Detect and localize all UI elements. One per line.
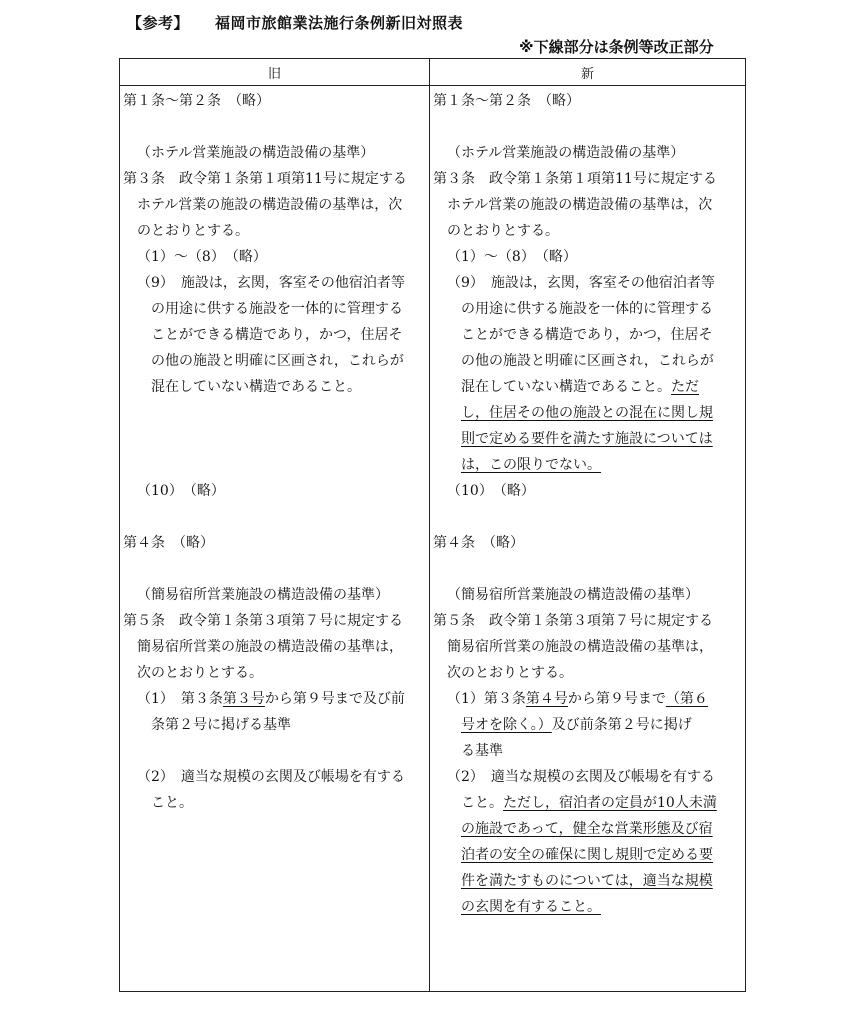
- text-segment: 簡易宿所営業の施設の構造設備の基準は，: [137, 639, 403, 655]
- text-segment: の他の施設と明確に区画され，これらが: [151, 353, 404, 369]
- text-segment: 簡易宿所営業の施設の構造設備の基準は，: [447, 639, 713, 655]
- old-text-line: [123, 478, 426, 504]
- old-text-line: [123, 270, 426, 296]
- amended-text: は，この限りでない。: [461, 457, 601, 473]
- new-text-line: [433, 426, 741, 452]
- new-text-line: [433, 764, 741, 790]
- old-text-line: [123, 296, 426, 322]
- old-text-line: [123, 582, 426, 608]
- new-text-line: [433, 608, 741, 634]
- old-text-line: [123, 608, 426, 634]
- text-segment: （2） 適当な規模の玄関及び帳場を有する: [137, 769, 405, 785]
- new-text-line: [433, 270, 741, 296]
- new-text-line: [433, 686, 741, 712]
- blank-line: [433, 556, 741, 582]
- amended-text: ただ: [671, 379, 699, 395]
- new-text-line: [433, 244, 741, 270]
- text-segment: こと。: [461, 795, 503, 811]
- text-segment: 及び前条第２号に掲げ: [551, 717, 692, 733]
- new-text-line: [433, 218, 741, 244]
- new-text-line: [433, 842, 741, 868]
- blank-line: [433, 504, 741, 530]
- old-text-line: [123, 764, 426, 790]
- text-segment: のとおりとする。: [137, 223, 249, 239]
- text-segment: の他の施設と明確に区画され，これらが: [461, 353, 714, 369]
- amended-text: 件を満たすものについては，適当な規模: [461, 873, 713, 889]
- blank-line: [123, 452, 426, 478]
- new-text-line: [433, 894, 741, 920]
- header-divider: [120, 85, 745, 86]
- text-segment: （ホテル営業施設の構造設備の基準）: [137, 145, 375, 161]
- blank-line: [123, 400, 426, 426]
- text-segment: （10） （略）: [137, 483, 225, 499]
- reference-label: 【参考】: [127, 14, 190, 32]
- amended-text: （第６: [665, 691, 708, 707]
- text-segment: （ホテル営業施設の構造設備の基準）: [447, 145, 685, 161]
- column-divider: [429, 59, 430, 991]
- text-segment: 条第２号に掲げる基準: [151, 717, 291, 733]
- new-text-line: [433, 816, 741, 842]
- underline-note: ※下線部分は条例等改正部分: [519, 38, 714, 56]
- new-text-line: [433, 322, 741, 348]
- new-text-line: [433, 296, 741, 322]
- new-text-line: [433, 192, 741, 218]
- text-segment: （1）～（8） （略）: [447, 249, 577, 265]
- blank-line: [123, 504, 426, 530]
- old-text-line: [123, 712, 426, 738]
- text-segment: の用途に供する施設を一体的に管理する: [151, 301, 403, 317]
- blank-line: [123, 114, 426, 140]
- new-text-line: [433, 452, 741, 478]
- new-text-line: [433, 790, 741, 816]
- old-text-line: [123, 192, 426, 218]
- old-text-line: [123, 88, 426, 114]
- old-column-text: [123, 88, 426, 816]
- text-segment: こと。: [151, 795, 193, 811]
- text-segment: 第５条 政令第１条第３項第７号に規定する: [123, 613, 403, 629]
- text-segment: （簡易宿所営業施設の構造設備の基準）: [137, 587, 389, 603]
- text-segment: 第５条 政令第１条第３項第７号に規定する: [433, 613, 713, 629]
- old-text-line: [123, 244, 426, 270]
- text-segment: ホテル営業の施設の構造設備の基準は，次: [137, 197, 403, 213]
- text-segment: 次のとおりとする。: [447, 665, 573, 681]
- text-segment: る基準: [461, 743, 503, 759]
- new-text-line: [433, 374, 741, 400]
- amended-text: 号オを除く。）: [461, 717, 552, 733]
- old-text-line: [123, 218, 426, 244]
- old-text-line: [123, 686, 426, 712]
- document-title: 福岡市旅館業法施行条例新旧対照表: [215, 14, 464, 32]
- old-text-line: [123, 166, 426, 192]
- text-segment: 第４条 （略）: [123, 535, 214, 551]
- text-segment: 第１条～第２条 （略）: [433, 93, 580, 109]
- old-text-line: [123, 634, 426, 660]
- old-text-line: [123, 660, 426, 686]
- text-segment: （1） 第３条: [137, 691, 223, 707]
- text-segment: ことができる構造であり，かつ，住居そ: [151, 327, 403, 343]
- text-segment: 第３条 政令第１条第１項第11号に規定する: [433, 171, 717, 187]
- new-text-line: [433, 634, 741, 660]
- text-segment: の用途に供する施設を一体的に管理する: [461, 301, 713, 317]
- text-segment: （10） （略）: [447, 483, 535, 499]
- text-segment: のとおりとする。: [447, 223, 559, 239]
- text-segment: （9） 施設は，玄関，客室その他宿泊者等: [447, 275, 715, 291]
- text-segment: ことができる構造であり，かつ，住居そ: [461, 327, 713, 343]
- text-segment: （簡易宿所営業施設の構造設備の基準）: [447, 587, 699, 603]
- old-text-line: [123, 374, 426, 400]
- new-text-line: [433, 868, 741, 894]
- amended-text: 則で定める要件を満たす施設については: [461, 431, 713, 447]
- new-text-line: [433, 166, 741, 192]
- new-text-line: [433, 348, 741, 374]
- old-text-line: [123, 530, 426, 556]
- text-segment: 第４条 （略）: [433, 535, 524, 551]
- old-text-line: [123, 322, 426, 348]
- text-segment: 次のとおりとする。: [137, 665, 263, 681]
- text-segment: 混在していない構造であること。: [151, 379, 361, 395]
- text-segment: （1）第３条: [447, 691, 526, 707]
- old-text-line: [123, 348, 426, 374]
- new-text-line: [433, 400, 741, 426]
- blank-line: [123, 738, 426, 764]
- amended-text: の玄関を有すること。: [461, 899, 601, 915]
- amended-text: 第４号: [525, 691, 568, 707]
- text-segment: （2） 適当な規模の玄関及び帳場を有する: [447, 769, 715, 785]
- new-text-line: [433, 660, 741, 686]
- text-segment: 第３条 政令第１条第１項第11号に規定する: [123, 171, 407, 187]
- new-text-line: [433, 478, 741, 504]
- text-segment: 混在していない構造であること。: [461, 379, 671, 395]
- blank-line: [123, 556, 426, 582]
- document-title-row: [127, 12, 463, 33]
- text-segment: から第９号まで: [567, 691, 666, 707]
- new-text-line: [433, 140, 741, 166]
- new-text-line: [433, 712, 741, 738]
- new-text-line: [433, 738, 741, 764]
- amended-text: 泊者の安全の確保に関し規則で定める要: [461, 847, 713, 863]
- blank-line: [433, 114, 741, 140]
- text-segment: （9） 施設は，玄関，客室その他宿泊者等: [137, 275, 405, 291]
- old-text-line: [123, 140, 426, 166]
- new-text-line: [433, 88, 741, 114]
- new-text-line: [433, 530, 741, 556]
- blank-line: [123, 426, 426, 452]
- amended-text: ただし，宿泊者の定員が10人未満: [503, 795, 717, 811]
- amended-text: 第３号: [222, 691, 265, 707]
- text-segment: ホテル営業の施設の構造設備の基準は，次: [447, 197, 713, 213]
- comparison-table: [119, 58, 746, 992]
- new-column-header: 新: [580, 67, 594, 82]
- old-column-header: 旧: [267, 67, 281, 82]
- text-segment: （1）～（8） （略）: [137, 249, 267, 265]
- amended-text: の施設であって，健全な営業形態及び宿: [461, 821, 713, 837]
- old-text-line: [123, 790, 426, 816]
- text-segment: 第１条～第２条 （略）: [123, 93, 270, 109]
- text-segment: から第９号まで及び前: [264, 691, 405, 707]
- amended-text: し，住居その他の施設との混在に関し規: [461, 405, 713, 421]
- new-text-line: [433, 582, 741, 608]
- new-column-text: [433, 88, 741, 920]
